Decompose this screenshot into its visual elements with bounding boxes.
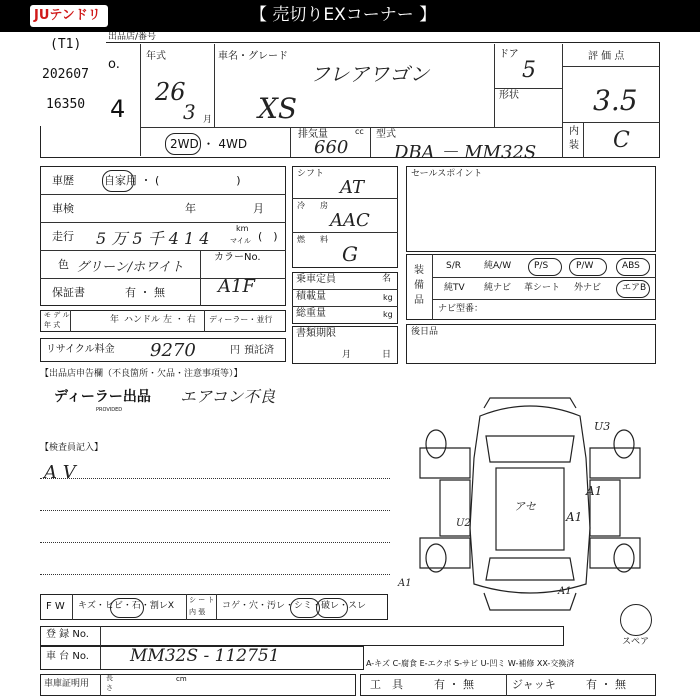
gross-unit: kg — [383, 310, 393, 319]
lot-no-label: o. — [108, 57, 120, 72]
km-unit: km — [236, 224, 249, 233]
tools-label: 工 具 — [370, 678, 403, 691]
declaration-label: 【出品店申告欄（不良箇所・欠品・注意事項等）】 — [40, 369, 243, 379]
inspection-month: 月 — [253, 202, 264, 215]
ac-label: 冷 — [297, 201, 305, 210]
lot-digit: 4 — [110, 95, 126, 123]
equip-ps: P/S — [534, 261, 549, 271]
stamp-line-2: 202607 — [42, 67, 89, 82]
length-label-2: さ — [106, 684, 113, 692]
mark-u3: U3 — [594, 420, 611, 433]
spare-label: スペア — [622, 637, 650, 647]
handle-value: 左 ・ 右 — [163, 315, 196, 325]
mark-a1-left: A1 — [558, 586, 572, 597]
damage-legend: A-キズ C-腐食 E-エクボ S-サビ U-凹ミ W-補修 XX-交換済 — [366, 659, 575, 668]
drive-circle — [165, 133, 201, 155]
mileage-value: 5 万 5 千 4 1 4 — [96, 229, 210, 248]
equip-airbag-circle — [616, 280, 650, 298]
shape-label: 形状 — [499, 90, 519, 101]
mark-u2: U2 — [456, 518, 471, 529]
mark-a1-front: A1 — [398, 578, 412, 589]
equip-sr: S/R — [446, 261, 461, 271]
fuel-value: G — [342, 242, 358, 266]
displacement-label: 排気量 — [298, 129, 328, 140]
year-label: 年式 — [146, 51, 166, 62]
stamp-line-3: 16350 — [46, 97, 86, 112]
load-label: 積載量 — [296, 291, 326, 302]
jack-label: ジャッキ — [512, 678, 556, 691]
month-value: 3 — [183, 100, 196, 124]
expiry-month: 月 — [342, 350, 352, 360]
history-circle — [102, 170, 134, 192]
equipment-label: 装 — [414, 265, 424, 276]
shift-value: AT — [340, 177, 365, 198]
ac-defect-note: エアコン不良 — [180, 387, 276, 406]
fw-stone-circle — [110, 598, 144, 618]
interior-value: C — [613, 128, 630, 153]
mark-roof: アセ — [514, 500, 536, 513]
jack-value: 有 ・ 無 — [586, 678, 626, 691]
equipment-label-3: 品 — [414, 295, 424, 306]
exhibitor-label: 出品店/番号 — [108, 32, 157, 42]
model-year-label: モ デ ル — [44, 311, 70, 319]
equip-ps-circle — [528, 258, 562, 276]
door-value: 5 — [522, 58, 536, 83]
model-value: DBA － MM32S — [394, 142, 537, 163]
seat-label-2: 内 張 — [189, 608, 206, 616]
shift-label: シフト — [297, 169, 325, 179]
dealer-badge-sub: PROVIDED — [96, 407, 123, 413]
month-unit: 月 — [203, 115, 213, 125]
inspection-label: 車検 — [52, 202, 74, 215]
seat-stain-circle — [316, 598, 348, 618]
color-no-label: カラーNo. — [214, 252, 261, 263]
stamp-line-1: (T1) — [50, 37, 82, 52]
tools-value: 有 ・ 無 — [434, 678, 474, 691]
grade-value: XS — [258, 92, 298, 125]
model-year-label-2: 年 式 — [44, 321, 61, 329]
lot-stamp — [32, 32, 106, 126]
drive-type: 2WD ・ 4WD — [170, 137, 248, 151]
deposit-label: 預託済 — [244, 345, 274, 356]
equip-aw: 純A/W — [484, 261, 512, 271]
equip-navi: 純ナビ — [484, 283, 512, 293]
aftermarket-label: 後日品 — [411, 327, 439, 337]
capacity-unit: 名 — [382, 274, 392, 284]
dealer-badge: ディーラー出品 — [54, 389, 151, 405]
header-title: 【 売切りEXコーナー 】 — [250, 5, 437, 25]
displacement-value: 660 — [314, 137, 349, 158]
score-value: 3.5 — [593, 84, 638, 117]
brand-logo: JUテンドリ — [30, 5, 108, 27]
equip-tv: 純TV — [444, 283, 465, 293]
color-no-value: A1F — [218, 276, 255, 297]
equip-abs-circle — [616, 258, 650, 276]
registration-label: 登 録 No. — [46, 629, 89, 640]
seat-value: コゲ・穴・汚レ・シミ・破レ・スレ — [222, 601, 367, 611]
recycle-value: 9270 — [150, 340, 196, 361]
equipment-label-2: 備 — [414, 280, 424, 291]
chassis-value: MM32S - 112751 — [130, 646, 280, 666]
aftermarket-box — [406, 324, 656, 364]
garage-cert-label: 車庫証明用 — [44, 679, 90, 689]
model-label: 型式 — [376, 129, 396, 140]
equip-pw: P/W — [576, 261, 594, 271]
length-label: 長 — [106, 674, 113, 682]
year-value: 26 — [155, 78, 186, 106]
equip-leather: 革シート — [524, 283, 561, 293]
load-unit: kg — [383, 293, 393, 302]
chassis-label: 車 台 No. — [46, 651, 89, 662]
history-value: 自家用 ・ ( ) — [104, 174, 241, 187]
navi-model-label: ナビ型番： — [438, 304, 484, 314]
recycle-label: リサイクル料金 — [46, 344, 115, 355]
equip-ext-navi: 外ナビ — [574, 283, 602, 293]
warranty-value: 有 ・ 無 — [125, 286, 165, 299]
interior-label: 内 — [569, 126, 579, 137]
name-label: 車名・グレード — [218, 51, 288, 62]
inspector-label: 【検査員記入】 — [40, 443, 104, 453]
capacity-label: 乗車定員 — [296, 274, 336, 285]
sales-point-label: セールスポイント — [411, 169, 483, 179]
equip-airbag: エアB — [622, 283, 647, 293]
mileage-label: 走行 — [52, 230, 74, 243]
mile-unit: マイル — [230, 237, 251, 245]
ac-value: AAC — [330, 210, 370, 231]
mark-a1-rear: A1 — [566, 510, 583, 524]
fw-label: F W — [46, 601, 65, 612]
recycle-unit: 円 — [230, 345, 240, 356]
fuel-label-2: 料 — [320, 235, 328, 244]
door-label: ドア — [499, 49, 519, 60]
expiry-day: 日 — [382, 350, 392, 360]
length-unit: cm — [176, 675, 187, 683]
interior-label-2: 装 — [569, 140, 579, 151]
registration-row — [40, 626, 564, 646]
model-year-unit: 年 — [110, 315, 120, 325]
warranty-label: 保証書 — [52, 286, 85, 299]
color-value: グリーン/ホワイト — [76, 260, 184, 275]
fuel-label: 燃 — [297, 235, 305, 244]
dealer-import-label: ディーラー・並行 — [209, 315, 273, 324]
ac-label-2: 房 — [320, 201, 328, 210]
equip-abs: ABS — [622, 261, 640, 271]
name-value: フレアワゴン — [310, 62, 430, 86]
equip-pw-circle — [569, 258, 607, 276]
gross-label: 総重量 — [296, 308, 326, 319]
mileage-paren: ( ) — [258, 230, 278, 243]
expiry-label: 書類期限 — [296, 328, 336, 339]
fw-value: キズ・ヒビ・石・割レX — [78, 601, 174, 611]
seat-label: シ ー ト — [189, 596, 215, 604]
spare-tire-icon — [620, 604, 652, 636]
handle-label: ハンドル — [124, 315, 161, 325]
inspector-value: A V — [44, 462, 76, 483]
history-label: 車歴 — [52, 174, 74, 187]
score-label: 評 価 点 — [588, 51, 625, 62]
color-label: 色 — [58, 258, 69, 271]
displacement-unit: cc — [355, 127, 364, 136]
mark-a1-right: A1 — [586, 484, 603, 498]
inspection-year: 年 — [185, 202, 196, 215]
